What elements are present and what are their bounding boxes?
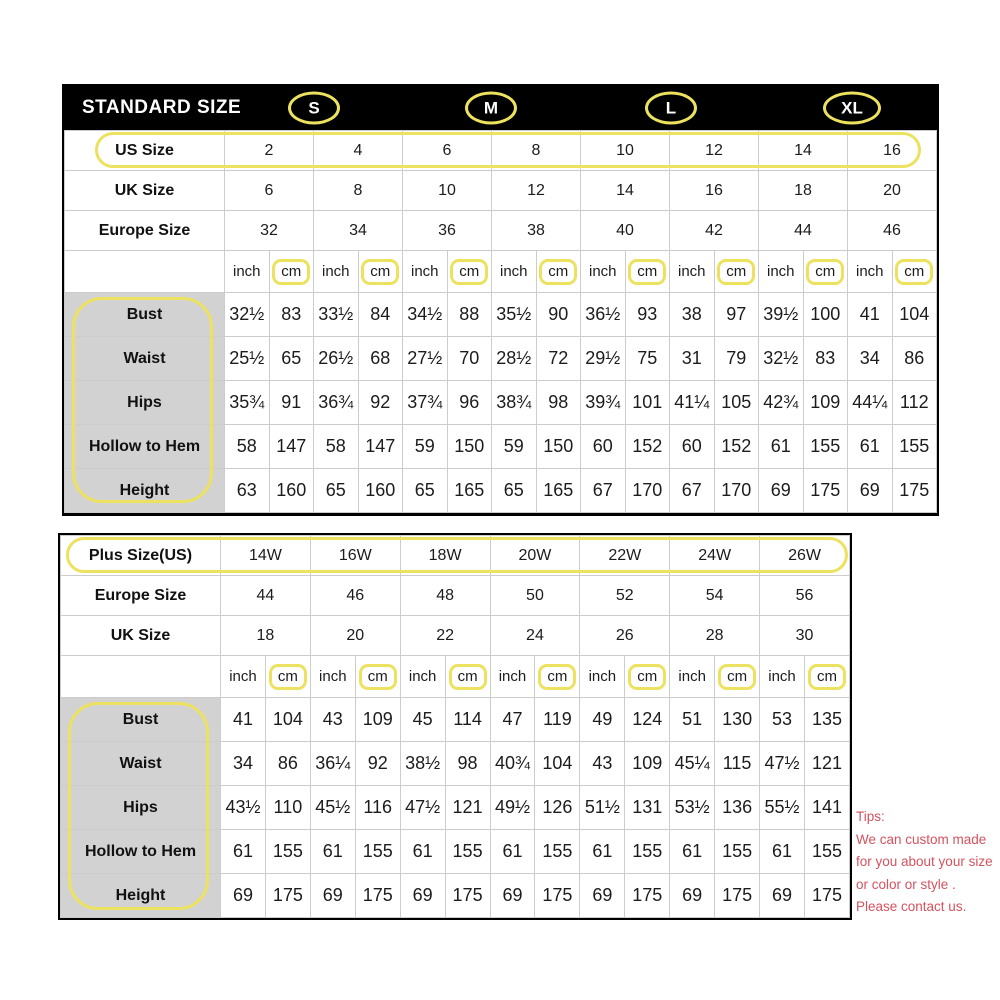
measure-inch-value: 43: [310, 698, 355, 742]
measure-inch-value: 69: [490, 874, 535, 918]
measure-cm-value: 104: [535, 742, 580, 786]
cm-highlight: cm: [272, 259, 310, 285]
size-cell: 2: [225, 131, 314, 171]
size-cell: 46: [848, 211, 937, 251]
unit-inch-label: inch: [221, 656, 266, 698]
measure-cm-value: 105: [714, 381, 759, 425]
measure-inch-value: 38: [670, 293, 715, 337]
measure-cm-value: 115: [715, 742, 760, 786]
measure-inch-value: 49: [580, 698, 625, 742]
size-badge-s: S: [288, 92, 340, 125]
measure-cm-value: 155: [892, 425, 937, 469]
size-cell: 14: [581, 171, 670, 211]
row-label: Hollow to Hem: [61, 830, 221, 874]
measure-inch-value: 38½: [400, 742, 445, 786]
measure-inch-value: 67: [670, 469, 715, 513]
unit-inch-label: inch: [310, 656, 355, 698]
size-cell: 10: [581, 131, 670, 171]
measure-cm-value: 109: [803, 381, 848, 425]
measure-inch-value: 39¾: [581, 381, 626, 425]
measure-cm-value: 84: [358, 293, 403, 337]
measure-cm-value: 175: [355, 874, 400, 918]
measure-cm-value: 98: [445, 742, 490, 786]
measure-cm-value: 88: [447, 293, 492, 337]
measure-cm-value: 175: [715, 874, 760, 918]
size-cell: 28: [670, 616, 760, 656]
measure-cm-value: 170: [625, 469, 670, 513]
measure-inch-value: 69: [670, 874, 715, 918]
measure-cm-value: 70: [447, 337, 492, 381]
measure-cm-value: 90: [536, 293, 581, 337]
measure-inch-value: 61: [759, 425, 804, 469]
measure-cm-value: 93: [625, 293, 670, 337]
measure-inch-value: 27½: [403, 337, 448, 381]
measure-cm-value: 175: [804, 874, 849, 918]
measure-cm-value: 100: [803, 293, 848, 337]
size-row: [61, 576, 850, 616]
size-cell: 24: [490, 616, 580, 656]
size-cell: 20W: [490, 536, 580, 576]
cm-highlight: cm: [717, 259, 755, 285]
measure-inch-value: 32½: [759, 337, 804, 381]
size-cell: 6: [403, 131, 492, 171]
unit-cm-cell: [536, 251, 581, 293]
size-cell: 14W: [221, 536, 311, 576]
measure-cm-value: 155: [803, 425, 848, 469]
tips-line: for you about your size: [856, 854, 993, 869]
size-cell: 22W: [580, 536, 670, 576]
measure-inch-value: 43: [580, 742, 625, 786]
measure-inch-value: 69: [760, 874, 805, 918]
unit-cm-cell: [535, 656, 580, 698]
measure-cm-value: 97: [714, 293, 759, 337]
measure-row: [65, 381, 937, 425]
size-cell: 32: [225, 211, 314, 251]
measure-inch-value: 69: [580, 874, 625, 918]
measure-inch-value: 36¼: [310, 742, 355, 786]
size-cell: 56: [760, 576, 850, 616]
measure-inch-value: 69: [848, 469, 893, 513]
tips-line: or color or style .: [856, 876, 956, 892]
cm-highlight: cm: [628, 259, 666, 285]
measure-inch-value: 61: [310, 830, 355, 874]
measure-cm-value: 79: [714, 337, 759, 381]
unit-inch-label: inch: [759, 251, 804, 293]
row-label: Plus Size(US): [61, 536, 221, 576]
measure-cm-value: 86: [265, 742, 310, 786]
measure-cm-value: 109: [625, 742, 670, 786]
measure-inch-value: 40¾: [490, 742, 535, 786]
measure-cm-value: 155: [625, 830, 670, 874]
size-row: [65, 211, 937, 251]
unit-cm-cell: [269, 251, 314, 293]
measure-inch-value: 60: [581, 425, 626, 469]
unit-row: [65, 251, 937, 293]
unit-cm-cell: [445, 656, 490, 698]
unit-inch-label: inch: [314, 251, 359, 293]
measure-inch-value: 61: [580, 830, 625, 874]
measure-inch-value: 41: [221, 698, 266, 742]
measure-cm-value: 175: [803, 469, 848, 513]
measure-cm-value: 83: [269, 293, 314, 337]
standard-size-grid: [64, 130, 937, 513]
unit-cm-cell: [714, 251, 759, 293]
measure-inch-value: 47½: [760, 742, 805, 786]
measure-cm-value: 155: [804, 830, 849, 874]
unit-inch-label: inch: [848, 251, 893, 293]
cm-highlight: cm: [808, 664, 846, 690]
measure-cm-value: 155: [355, 830, 400, 874]
measure-row: [61, 786, 850, 830]
measure-cm-value: 152: [714, 425, 759, 469]
measure-cm-value: 147: [269, 425, 314, 469]
measure-inch-value: 29½: [581, 337, 626, 381]
standard-size-table: [62, 84, 939, 516]
measure-inch-value: 34: [221, 742, 266, 786]
measure-cm-value: 68: [358, 337, 403, 381]
measure-inch-value: 31: [670, 337, 715, 381]
measure-inch-value: 61: [670, 830, 715, 874]
measure-inch-value: 33½: [314, 293, 359, 337]
cm-highlight: cm: [450, 259, 488, 285]
size-row: [61, 536, 850, 576]
measure-inch-value: 26½: [314, 337, 359, 381]
size-cell: 30: [760, 616, 850, 656]
measure-cm-value: 98: [536, 381, 581, 425]
measure-inch-value: 59: [403, 425, 448, 469]
size-cell: 18W: [400, 536, 490, 576]
row-label: Height: [61, 874, 221, 918]
cm-highlight: cm: [538, 664, 576, 690]
size-cell: 14: [759, 131, 848, 171]
size-cell: 54: [670, 576, 760, 616]
measure-cm-value: 119: [535, 698, 580, 742]
size-cell: 16W: [310, 536, 400, 576]
measure-cm-value: 136: [715, 786, 760, 830]
size-cell: 26: [580, 616, 670, 656]
measure-cm-value: 170: [714, 469, 759, 513]
measure-inch-value: 43½: [221, 786, 266, 830]
measure-cm-value: 155: [265, 830, 310, 874]
size-cell: 48: [400, 576, 490, 616]
size-badge-xl: XL: [823, 92, 881, 125]
size-cell: 12: [670, 131, 759, 171]
standard-size-header: [64, 86, 937, 130]
row-label: Europe Size: [65, 211, 225, 251]
size-cell: 18: [759, 171, 848, 211]
measure-inch-value: 36¾: [314, 381, 359, 425]
measure-row: [65, 337, 937, 381]
measure-cm-value: 112: [892, 381, 937, 425]
measure-inch-value: 58: [225, 425, 270, 469]
unit-inch-label: inch: [492, 251, 537, 293]
cm-highlight: cm: [718, 664, 756, 690]
row-label-empty: [61, 656, 221, 698]
size-cell: 34: [314, 211, 403, 251]
measure-inch-value: 51: [670, 698, 715, 742]
size-cell: 8: [314, 171, 403, 211]
tips-line: We can custom made: [856, 831, 987, 847]
measure-inch-value: 51½: [580, 786, 625, 830]
measure-cm-value: 126: [535, 786, 580, 830]
measure-inch-value: 34: [848, 337, 893, 381]
unit-inch-label: inch: [490, 656, 535, 698]
measure-cm-value: 104: [265, 698, 310, 742]
measure-inch-value: 58: [314, 425, 359, 469]
measure-inch-value: 55½: [760, 786, 805, 830]
measure-inch-value: 38¾: [492, 381, 537, 425]
row-label: Europe Size: [61, 576, 221, 616]
row-label-empty: [65, 251, 225, 293]
measure-inch-value: 61: [400, 830, 445, 874]
measure-cm-value: 72: [536, 337, 581, 381]
measure-inch-value: 69: [310, 874, 355, 918]
measure-inch-value: 47½: [400, 786, 445, 830]
size-cell: 20: [848, 171, 937, 211]
measure-inch-value: 36½: [581, 293, 626, 337]
size-cell: 22: [400, 616, 490, 656]
measure-inch-value: 35½: [492, 293, 537, 337]
measure-cm-value: 131: [625, 786, 670, 830]
measure-inch-value: 60: [670, 425, 715, 469]
cm-highlight: cm: [359, 664, 397, 690]
unit-cm-cell: [447, 251, 492, 293]
size-row: [65, 171, 937, 211]
unit-cm-cell: [625, 656, 670, 698]
measure-inch-value: 59: [492, 425, 537, 469]
size-cell: 12: [492, 171, 581, 211]
size-cell: 44: [759, 211, 848, 251]
unit-cm-cell: [715, 656, 760, 698]
measure-inch-value: 34½: [403, 293, 448, 337]
measure-inch-value: 53½: [670, 786, 715, 830]
measure-cm-value: 160: [269, 469, 314, 513]
measure-cm-value: 165: [536, 469, 581, 513]
measure-inch-value: 53: [760, 698, 805, 742]
measure-cm-value: 92: [358, 381, 403, 425]
measure-inch-value: 65: [492, 469, 537, 513]
measure-inch-value: 49½: [490, 786, 535, 830]
row-label: Waist: [65, 337, 225, 381]
row-label: UK Size: [61, 616, 221, 656]
size-cell: 46: [310, 576, 400, 616]
measure-cm-value: 96: [447, 381, 492, 425]
measure-inch-value: 41¼: [670, 381, 715, 425]
size-cell: 20: [310, 616, 400, 656]
size-cell: 26W: [760, 536, 850, 576]
measure-cm-value: 175: [535, 874, 580, 918]
size-cell: 4: [314, 131, 403, 171]
measure-cm-value: 175: [265, 874, 310, 918]
measure-inch-value: 61: [760, 830, 805, 874]
row-label: US Size: [65, 131, 225, 171]
size-cell: 8: [492, 131, 581, 171]
measure-inch-value: 28½: [492, 337, 537, 381]
measure-inch-value: 45: [400, 698, 445, 742]
measure-cm-value: 152: [625, 425, 670, 469]
measure-inch-value: 37¾: [403, 381, 448, 425]
unit-cm-cell: [804, 656, 849, 698]
size-cell: 36: [403, 211, 492, 251]
unit-inch-label: inch: [403, 251, 448, 293]
unit-inch-label: inch: [580, 656, 625, 698]
measure-cm-value: 141: [804, 786, 849, 830]
measure-cm-value: 92: [355, 742, 400, 786]
unit-cm-cell: [625, 251, 670, 293]
size-cell: 10: [403, 171, 492, 211]
plus-size-grid: [60, 535, 850, 918]
unit-cm-cell: [355, 656, 400, 698]
row-label: UK Size: [65, 171, 225, 211]
measure-inch-value: 61: [490, 830, 535, 874]
measure-cm-value: 130: [715, 698, 760, 742]
unit-inch-label: inch: [400, 656, 445, 698]
cm-highlight: cm: [806, 259, 844, 285]
unit-inch-label: inch: [670, 251, 715, 293]
unit-cm-cell: [803, 251, 848, 293]
measure-inch-value: 67: [581, 469, 626, 513]
measure-cm-value: 175: [892, 469, 937, 513]
measure-cm-value: 147: [358, 425, 403, 469]
measure-cm-value: 116: [355, 786, 400, 830]
cm-highlight: cm: [449, 664, 487, 690]
size-cell: 50: [490, 576, 580, 616]
measure-inch-value: 63: [225, 469, 270, 513]
size-cell: 44: [221, 576, 311, 616]
measure-row: [65, 469, 937, 513]
size-badge-m: M: [465, 92, 517, 125]
measure-inch-value: 41: [848, 293, 893, 337]
row-label: Hips: [65, 381, 225, 425]
measure-cm-value: 135: [804, 698, 849, 742]
size-cell: 6: [225, 171, 314, 211]
row-label: Hips: [61, 786, 221, 830]
measure-cm-value: 150: [447, 425, 492, 469]
row-label: Height: [65, 469, 225, 513]
unit-inch-label: inch: [225, 251, 270, 293]
unit-inch-label: inch: [760, 656, 805, 698]
measure-row: [65, 425, 937, 469]
measure-cm-value: 104: [892, 293, 937, 337]
size-row: [65, 131, 937, 171]
cm-highlight: cm: [895, 259, 933, 285]
measure-row: [61, 830, 850, 874]
size-cell: 24W: [670, 536, 760, 576]
unit-cm-cell: [892, 251, 937, 293]
unit-cm-cell: [265, 656, 310, 698]
measure-inch-value: 39½: [759, 293, 804, 337]
measure-cm-value: 155: [715, 830, 760, 874]
measure-inch-value: 65: [403, 469, 448, 513]
unit-cm-cell: [358, 251, 403, 293]
measure-cm-value: 86: [892, 337, 937, 381]
measure-cm-value: 175: [625, 874, 670, 918]
measure-cm-value: 114: [445, 698, 490, 742]
measure-row: [61, 874, 850, 918]
row-label: Bust: [61, 698, 221, 742]
measure-cm-value: 110: [265, 786, 310, 830]
measure-cm-value: 155: [535, 830, 580, 874]
measure-cm-value: 101: [625, 381, 670, 425]
measure-cm-value: 83: [803, 337, 848, 381]
measure-inch-value: 32½: [225, 293, 270, 337]
cm-highlight: cm: [269, 664, 307, 690]
measure-inch-value: 69: [759, 469, 804, 513]
size-cell: 52: [580, 576, 670, 616]
measure-cm-value: 155: [445, 830, 490, 874]
standard-size-title: STANDARD SIZE: [82, 97, 242, 118]
measure-inch-value: 25½: [225, 337, 270, 381]
measure-inch-value: 61: [221, 830, 266, 874]
measure-row: [61, 698, 850, 742]
unit-row: [61, 656, 850, 698]
measure-cm-value: 65: [269, 337, 314, 381]
size-row: [61, 616, 850, 656]
cm-highlight: cm: [539, 259, 577, 285]
measure-cm-value: 109: [355, 698, 400, 742]
measure-inch-value: 69: [400, 874, 445, 918]
measure-cm-value: 91: [269, 381, 314, 425]
size-cell: 16: [848, 131, 937, 171]
measure-inch-value: 42¾: [759, 381, 804, 425]
measure-row: [65, 293, 937, 337]
size-cell: 38: [492, 211, 581, 251]
measure-inch-value: 69: [221, 874, 266, 918]
measure-cm-value: 160: [358, 469, 403, 513]
measure-cm-value: 75: [625, 337, 670, 381]
measure-inch-value: 35¾: [225, 381, 270, 425]
measure-cm-value: 121: [804, 742, 849, 786]
size-cell: 18: [221, 616, 311, 656]
tips-line: Please contact us.: [856, 899, 967, 914]
cm-highlight: cm: [361, 259, 399, 285]
measure-inch-value: 45½: [310, 786, 355, 830]
cm-highlight: cm: [628, 664, 666, 690]
measure-cm-value: 165: [447, 469, 492, 513]
measure-inch-value: 45¼: [670, 742, 715, 786]
measure-cm-value: 175: [445, 874, 490, 918]
row-label: Bust: [65, 293, 225, 337]
plus-size-table: [58, 533, 852, 920]
measure-cm-value: 124: [625, 698, 670, 742]
measure-inch-value: 44¼: [848, 381, 893, 425]
unit-inch-label: inch: [581, 251, 626, 293]
size-cell: 42: [670, 211, 759, 251]
tips-note: [856, 806, 993, 919]
measure-inch-value: 65: [314, 469, 359, 513]
size-cell: 40: [581, 211, 670, 251]
unit-inch-label: inch: [670, 656, 715, 698]
measure-inch-value: 61: [848, 425, 893, 469]
size-badge-l: L: [645, 92, 697, 125]
measure-row: [61, 742, 850, 786]
row-label: Waist: [61, 742, 221, 786]
tips-title: Tips:: [856, 809, 885, 824]
measure-inch-value: 47: [490, 698, 535, 742]
measure-cm-value: 121: [445, 786, 490, 830]
row-label: Hollow to Hem: [65, 425, 225, 469]
size-cell: 16: [670, 171, 759, 211]
measure-cm-value: 150: [536, 425, 581, 469]
